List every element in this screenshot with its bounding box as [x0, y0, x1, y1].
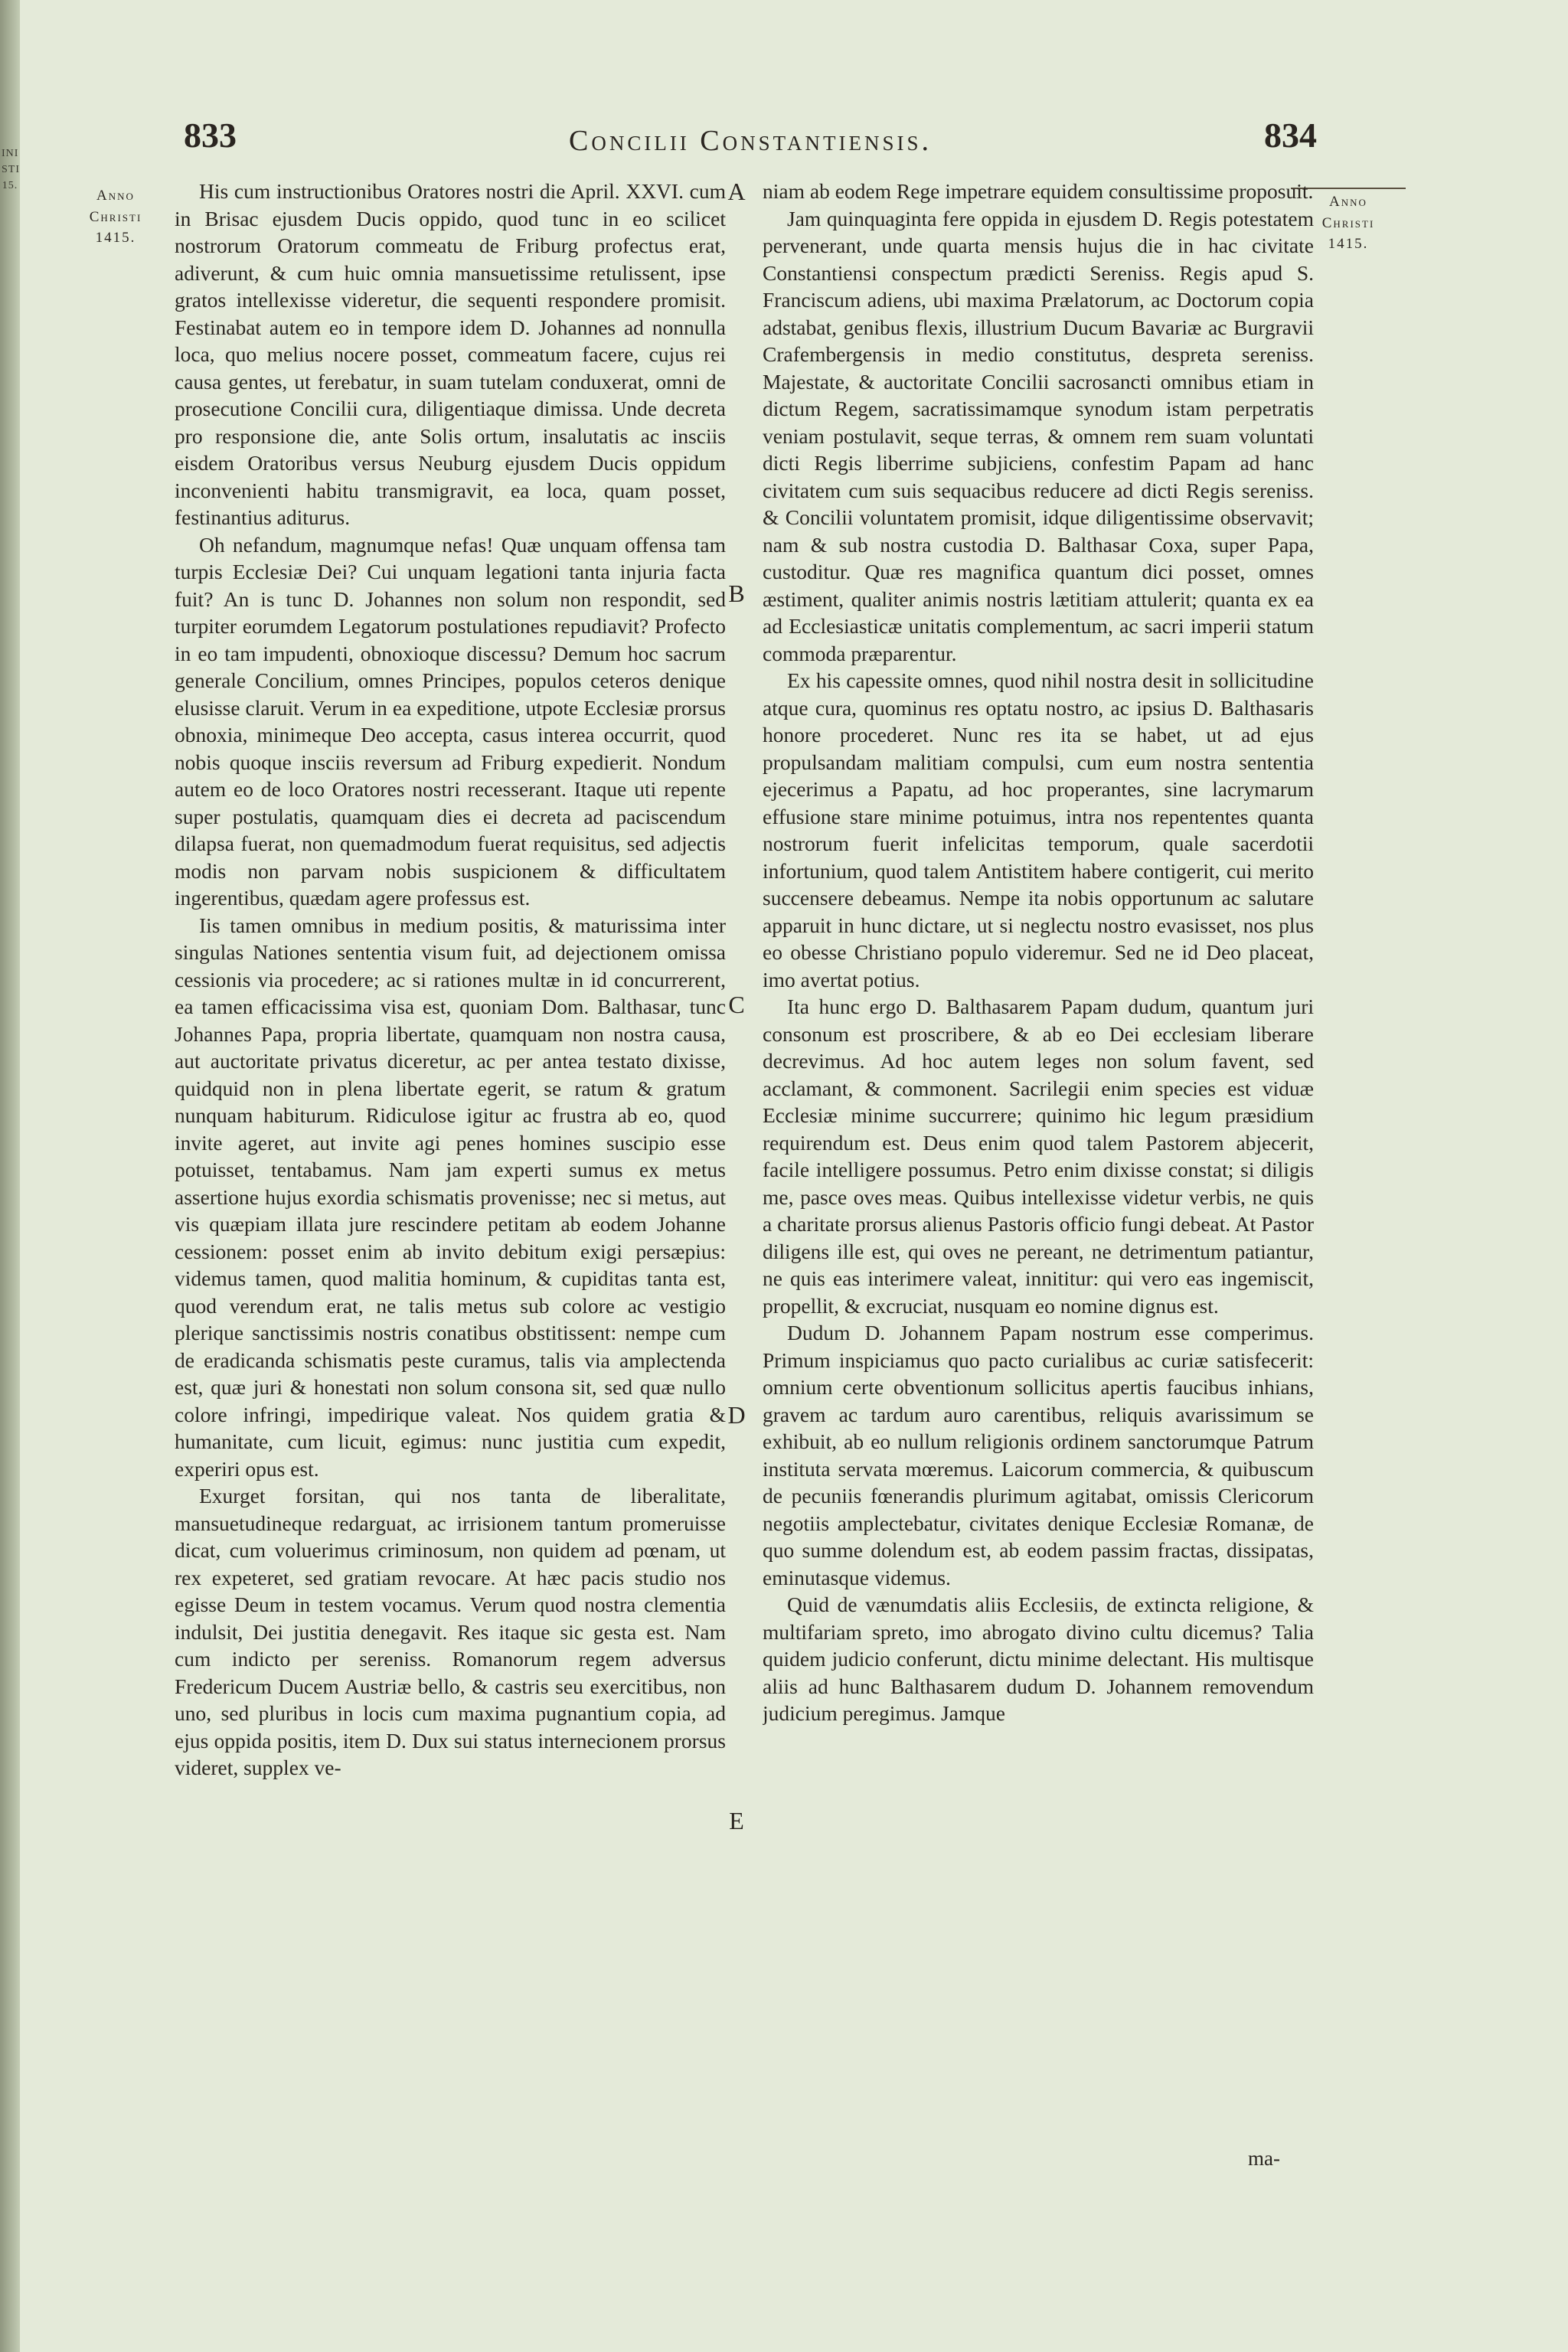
- side-note-line: 1415.: [95, 230, 136, 247]
- paragraph: Exurget forsitan, qui nos tanta de liberalitate, mansuetudineque redarguat, ac irrisionem tantum promeruisse dicat, cum voluerimus criminosum, non quidem ad pœnam, ut rex expeteret, sed gratiam revocare. At hæc pacis studio nos egisse Deum in testem vocamus. Verum quod nostra clementia indulsit, Dei justitia denegavit. Res itaque sic gesta est. Nam cum indicto per sereniss. Romanorum regem adversus Fredericum Ducem Austriæ bello, & castris seu exercitibus, non uno, sed pluribus in locis cum maxima pugnantium copia, ad ejus oppida positis, item D. Dux sui status internecionem prorsus videret, supplex ve-: [175, 1484, 726, 1779]
- side-note-line: 1415.: [1328, 236, 1369, 253]
- page-header: [184, 115, 1317, 164]
- side-note-line: Christi: [1321, 214, 1375, 231]
- page-number-right: 834: [1264, 116, 1317, 155]
- binding-text-fragment: INI STI 15.: [2, 148, 20, 191]
- section-letter-c: C: [728, 991, 745, 1018]
- binding-gutter: [0, 0, 20, 2352]
- paragraph: niam ab eodem Rege impetrare equidem consultissime proposuit.: [763, 179, 1314, 203]
- section-letter-a: A: [727, 178, 746, 205]
- text-column-right: [763, 178, 1314, 2138]
- paragraph: Dudum D. Johannem Papam nostrum esse comperimus. Primum inspiciamus quo pacto curialibus ac curiæ satisfecerit: omnium certe obventionum sollicitus apertis faucibus inhians, gravem ac tardum auro carentibus, reliquis avarissimum se exhibuit, ab eo nullum religionis ordinem sanctorumque Patrum instituta servata mœremus. Laicorum commercia, & quibuscum de pecuniis fœnerandis plurimum agitabat, omissis Clericorum negotiis amplectebatur, civitates denique Ecclesiæ Romanæ, de quo summe dolendum est, ab eodem passim fractas, dissipatas, eminutasque videmus.: [763, 1321, 1314, 1589]
- running-title: Concilii Constantiensis.: [568, 125, 932, 157]
- side-note-line: Anno: [1329, 194, 1367, 210]
- side-note-year-left: [58, 185, 173, 249]
- text-column-left: [175, 178, 726, 2138]
- paragraph: Ex his capessite omnes, quod nihil nostra desit in sollicitudine atque cura, quominus res optatu nostro, ac ipsius D. Balthasaris honore procederet. Nunc res ita se habet, ut ad ejus propulsandam malitiam compulsi, cum eum nostra sententia ejecerimus a Papatu, ad hoc properantes, sine lacrymarum effusione stare minime potuimus, intra nos repententes quanta nostrorum fuerit infelicitas temporum, quale sacerdotii infortunium, quod talem Antistitem habere contigerit, cui merito succensere debeamus. Nempe ita nobis opportunum ac salutare apparuit in hunc dictare, ut si neglectu nostro evasisset, nos plus eo obesse Christiano populo videremur. Sed ne id Deo placeat, imo avertat potius.: [763, 668, 1314, 991]
- side-note-line: Anno: [96, 188, 135, 204]
- paragraph: Jam quinquaginta fere oppida in ejusdem D. Regis potestatem pervenerant, unde quarta mensis hujus die in hac civitate Constantiensi conspectum prædicti Sereniss. Regis apud S. Franciscum adiens, ubi maxima Prælatorum, ac Doctorum copia adstabat, genibus flexis, illustrium Ducum Bavariæ ac Burgravii Crafembergensis in medio constitutus, despreta sereniss. Majestate, & auctoritate Concilii sacrosancti omnibus etiam in dictum Regem, sacratissimamque synodum istam perpetratis veniam postulavit, seque terras, & omnem rem suam voluntati dicti Regis liberrime subjiciens, confestim Papam ad hanc civitatem cum suis sequacibus reducere ad dicti Regis sereniss. & Concilii voluntatem promisit, idque diligentissime observavit; nam & sub nostra custodia D. Balthasar Coxa, super Papa, custoditur. Quæ res magnifica quantum dici posset, omnes æstiment, qualiter animis nostris lætitiam attulerit; quanta ex ea ad Ecclesiasticæ unitatis complementum, ac sacri imperii statum commoda præparentur.: [763, 206, 1314, 665]
- paragraph: Quid de vænumdatis aliis Ecclesiis, de extincta religione, & multifariam spreto, imo abrogato divino cultu dicemus? Talia quidem judicio conferunt, dictu minime delectant. His multisque aliis ad hunc Balthasarem dudum D. Johannem removendum judicium peregimus. Jamque: [763, 1592, 1314, 1725]
- catchword: ma-: [1248, 2147, 1280, 2170]
- section-letter-d: D: [727, 1401, 746, 1429]
- side-note-line: Christi: [89, 208, 142, 225]
- section-letter-b: B: [728, 580, 745, 607]
- paragraph: His cum instructionibus Oratores nostri die April. XXVI. cum in Brisac ejusdem Ducis oppido, quod tunc in eo scilicet nostrorum Oratorum commeatu de Friburg profectus erat, adiverunt, & cum huic omnia mansuetissime retulissent, ipse gratos intellexisse videretur, die sequenti respondere promisit. Festinabat autem eo in tempore idem D. Johannes ad nonnulla loca, quo melius nocere posset, commeatum facere, cujus rei causa gentes, ut ferebatur, in suam tutelam conduxerat, omni de prosecutione Concilii cura, diligentiaque dimissa. Unde decreta pro responsione die, ante Solis ortum, insalutatis ac insciis eisdem Oratoribus versus Neuburg ejusdem Ducis oppidum inconvenienti habitu transmigravit, ea loca, quam posset, festinantius aditurus.: [175, 179, 726, 529]
- section-letter-e: E: [729, 1807, 744, 1834]
- paragraph: Iis tamen omnibus in medium positis, & maturissima inter singulas Nationes sententia visum fuit, ad dejectionem omissa cessionis via procedere; ac si rationes multæ in id concurrerent, ea tamen efficacissima visa est, quoniam Dom. Balthasar, tunc Johannes Papa, propria libertate, quamquam non nostra causa, aut auctoritate privatus diceretur, ac per antea testato dixisse, quidquid non in plena libertate egerit, se ratum & gratum nunquam habiturum. Ridiculose igitur ac frustra ab eo, quod invite ageret, aut invite agi penes homines suscipio esse potuisset, tentabamus. Nam jam experti sumus ex metus assertione hujus exordia schismatis provenisse; nec si metus, aut vis quæpiam illata jure rescindere petitam ab eodem Johanne cessionem: posset enim ab invito debitum exigi persæpius: videmus tamen, quod malitia hominum, & cupiditas tanta est, quod verendum erat, ne talis metus sub colore ac vestigio plerique sanctissimis nostris conatibus obstitissent: nempe cum de eradicanda schismatis peste curamus, talis via amplectenda est, quæ juri & honestati non solum consona sit, sed quæ nullo colore infringi, impedirique valeat. Nos quidem gratia & humanitate, cum licuit, egimus: nunc justitia cum expedit, experiri opus est.: [175, 913, 726, 1481]
- page-number-left: 833: [184, 116, 237, 155]
- section-letters: [721, 178, 752, 2168]
- paragraph: Ita hunc ergo D. Balthasarem Papam dudum, quantum juri consonum est proscribere, & ab eo Dei ecclesiam liberare decrevimus. Ad hoc autem leges non solum favent, sed acclamant, & commonent. Sacrilegii enim species est viduæ Ecclesiæ minime succurrere; quinimo hic legum præsidium requirendum est. Deus enim quod talem Pastorem abjecerit, facile intelligere possumus. Petro enim dixisse constat; si diligis me, pasce oves meas. Quibus intellexisse videtur verbis, ne quis a charitate prorsus alienus Pastoris officio fungi debeat. At Pastor diligens ille est, qui oves ne pereant, ne detrimentum patiantur, ne quis eas interimere valeat, innititur: qui vero eas ingemiscit, propellit, & excruciat, nusquam eo nomine dignus est.: [763, 995, 1314, 1318]
- paragraph: Oh nefandum, magnumque nefas! Quæ unquam offensa tam turpis Ecclesiæ Dei? Cui unquam legationi tanta injuria facta fuit? An is tunc D. Johannes non solum non respondit, sed turpiter eorumdem Legatorum postulationes repudiavit? Profecto in eo tam impudenti, obnoxioque discessu? Demum hoc sacrum generale Concilium, omnes Principes, populos ceteros denique elusisse claruit. Verum in ea expeditione, utpote Ecclesiæ prorsus obnoxia, minimeque Deo accepta, casus interea occurrit, quod nobis quoque insciis reversum ad Friburg expedierit. Nondum autem eo de loco Oratores nostri recesserant. Itaque uti repente super postulatis, quamquam dies ei decreta ad paciscendum dilapsa fuerat, non quemadmodum fuerat requisitus, sed adjectis modis non parvam nobis suspicionem & difficultatem ingerentibus, quædam agere professus est.: [175, 532, 726, 910]
